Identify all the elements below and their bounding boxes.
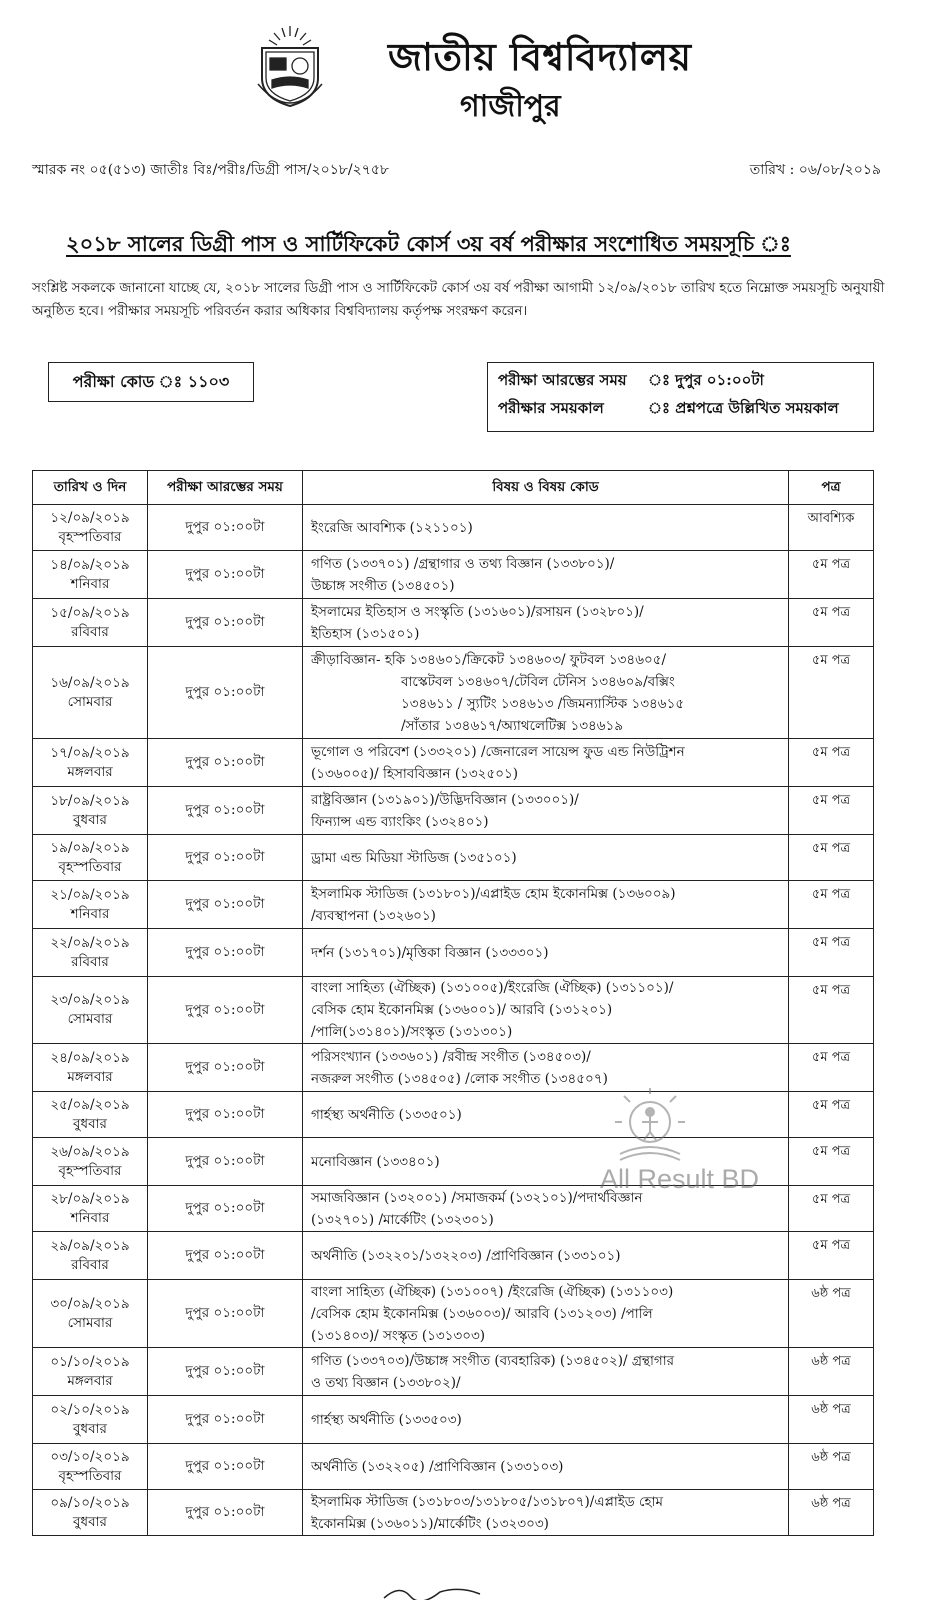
subject-cell (303, 739, 789, 787)
notice-date: তারিখ : ০৬/০৮/২০১৯ (749, 162, 881, 178)
paper-cell: ৫ম পত্র (789, 1232, 874, 1280)
paper-cell: ৫ম পত্র (789, 1138, 874, 1186)
exam-day: শনিবার (70, 905, 110, 922)
start-time-cell: দুপুর ০১:০০টা (148, 881, 303, 929)
date-day-cell (33, 1092, 148, 1138)
exam-day: মঙ্গলবার (67, 763, 113, 780)
subject-cell (303, 835, 789, 881)
university-location: গাজীপুর (460, 89, 561, 124)
subject-line: অর্থনীতি (১৩২২০১/১৩২২০৩) /প্রাণিবিজ্ঞান (১৩৩১০১) (311, 1247, 621, 1264)
subject-line: ইসলামের ইতিহাস ও সংস্কৃতি (১৩১৬০১)/রসায়ন (১৩২৮০১)/ (311, 603, 644, 620)
paper-cell: ৬ষ্ঠ পত্র (789, 1444, 874, 1490)
exam-start-value: ঃ দুপুর ০১:০০টা (648, 371, 764, 389)
subject-cell (303, 1280, 789, 1348)
subject-line: মনোবিজ্ঞান (১৩৩৪০১) (311, 1153, 440, 1170)
paper-cell: ৬ষ্ঠ পত্র (789, 1348, 874, 1396)
exam-date: ৩০/০৯/২০১৯ (50, 1295, 130, 1312)
subject-line: সমাজবিজ্ঞান (১৩২০০১) /সমাজকর্ম (১৩২১০১)/পদার্থবিজ্ঞান (311, 1189, 643, 1206)
start-time-cell: দুপুর ০১:০০টা (148, 1232, 303, 1280)
paper-cell: ৬ষ্ঠ পত্র (789, 1490, 874, 1536)
subject-cell (303, 929, 789, 977)
subject-line: (১৩১৪০৩)/ সংস্কৃত (১৩১৩০৩) (311, 1327, 486, 1344)
subject-cell (303, 1232, 789, 1280)
table-row (33, 551, 874, 599)
col-header-date: তারিখ ও দিন (33, 471, 148, 505)
exam-date: ১৫/০৯/২০১৯ (50, 604, 130, 621)
table-row (33, 787, 874, 835)
subject-cell (303, 1092, 789, 1138)
start-time-cell: দুপুর ০১:০০টা (148, 505, 303, 551)
paper-cell: ৬ষ্ঠ পত্র (789, 1280, 874, 1348)
subject-line: /ব্যবস্থাপনা (১৩২৬০১) (311, 907, 436, 924)
subject-line: ড্রামা এন্ড মিডিয়া স্টাডিজ (১৩৫১০১) (311, 849, 517, 866)
university-logo (252, 22, 328, 110)
paper-cell: ৫ম পত্র (789, 787, 874, 835)
date-day-cell (33, 739, 148, 787)
date-day-cell (33, 599, 148, 647)
start-time-cell: দুপুর ০১:০০টা (148, 977, 303, 1044)
subject-line: বাংলা সাহিত্য (ঐচ্ছিক) (১৩১০০৫)/ইংরেজি (ঐচ্ছিক) (১৩১১০১)/ (311, 980, 674, 996)
table-header-row (33, 471, 874, 505)
notice-intro: সংশ্লিষ্ট সকলকে জানানো যাচ্ছে যে, ২০১৮ সালের ডিগ্রী পাস ও সার্টিফিকেট কোর্স ৩য় বর্ষ পরীক্ষা আগামী ১২/০৯/২০১৮ তারিখ হতে নিম্নোক্ত সময়সূচি অনুযায়ী অনুষ্ঠিত হবে। পরীক্ষার সময়সূচি পরিবর্তন করার অধিকার বিশ্ববিদ্যালয় কর্তৃপক্ষ সংরক্ষণ করেন। (32, 280, 885, 319)
table-row (33, 835, 874, 881)
exam-start-label: পরীক্ষা আরম্ভের সময় (498, 371, 627, 389)
paper-cell: ৫ম পত্র (789, 599, 874, 647)
exam-code: পরীক্ষা কোড ঃ ১১০৩ (72, 371, 230, 391)
paper-cell: ৫ম পত্র (789, 1092, 874, 1138)
notice-heading: ২০১৮ সালের ডিগ্রী পাস ও সার্টিফিকেট কোর্স ৩য় বর্ষ পরীক্ষার সংশোধিত সময়সূচি ঃ (66, 231, 791, 256)
table-row (33, 1348, 874, 1396)
exam-duration-row (498, 397, 839, 422)
subject-line: (১৩৬০০৫)/ হিসাববিজ্ঞান (১৩২৫০১) (311, 765, 519, 782)
exam-day: বুধবার (73, 1115, 107, 1132)
exam-schedule-table (32, 470, 874, 1536)
subject-cell (303, 1044, 789, 1092)
date-day-cell (33, 505, 148, 551)
start-time-cell: দুপুর ০১:০০টা (148, 1348, 303, 1396)
start-time-cell: দুপুর ০১:০০টা (148, 1396, 303, 1444)
subject-cell (303, 881, 789, 929)
paper-cell: ৬ষ্ঠ পত্র (789, 1396, 874, 1444)
exam-day: সোমবার (67, 1314, 113, 1331)
table-row (33, 1232, 874, 1280)
subject-line: গার্হস্থ্য অর্থনীতি (১৩৩৫০১) (311, 1106, 462, 1123)
table-row (33, 1490, 874, 1536)
subject-line: গণিত (১৩৩৭০৩)/উচ্চাঙ্গ সংগীত (ব্যবহারিক) (১৩৪৫০২)/ গ্রন্থাগার (311, 1352, 675, 1369)
subject-line: বেসিক হোম ইকোনমিক্স (১৩৬০০১)/ আরবি (১৩১২০১) (311, 1002, 613, 1018)
exam-day: মঙ্গলবার (67, 1372, 113, 1389)
subject-cell (303, 787, 789, 835)
date-day-cell (33, 881, 148, 929)
start-time-cell: দুপুর ০১:০০টা (148, 787, 303, 835)
subject-line: ইতিহাস (১৩১৫০১) (311, 625, 420, 642)
exam-date: ০৩/১০/২০১৯ (50, 1448, 130, 1465)
subject-line: গার্হস্থ্য অর্থনীতি (১৩৩৫০৩) (311, 1411, 462, 1428)
start-time-cell: দুপুর ০১:০০টা (148, 551, 303, 599)
table-row (33, 647, 874, 739)
subject-cell (303, 977, 789, 1044)
col-header-time: পরীক্ষা আরম্ভের সময় (148, 471, 303, 505)
exam-date: ১৬/০৯/২০১৯ (50, 674, 130, 691)
exam-date: ২২/০৯/২০১৯ (50, 934, 130, 951)
exam-date: ২৫/০৯/২০১৯ (50, 1096, 130, 1113)
watermark-text: All Result BD (600, 1164, 760, 1194)
table-row (33, 739, 874, 787)
start-time-cell: দুপুর ০১:০০টা (148, 599, 303, 647)
date-day-cell (33, 1044, 148, 1092)
subject-line: (১৩২৭০১) /মার্কেটিং (১৩২৩০১) (311, 1211, 494, 1228)
subject-line: ইকোনমিক্স (১৩৬০১১)/মার্কেটিং (১৩২৩০৩) (311, 1515, 549, 1532)
paper-cell: ৫ম পত্র (789, 1186, 874, 1232)
subject-cell (303, 551, 789, 599)
exam-code-box (48, 362, 254, 402)
exam-date: ১২/০৯/২০১৯ (50, 509, 130, 526)
paper-cell: ৫ম পত্র (789, 551, 874, 599)
subject-line: দর্শন (১৩১৭০১)/মৃত্তিকা বিজ্ঞান (১৩৩৩০১) (311, 944, 549, 961)
table-row (33, 1280, 874, 1348)
exam-time-box (487, 362, 874, 432)
table-row (33, 1044, 874, 1092)
subject-line: পরিসংখ্যান (১৩৩৬০১) /রবীন্দ্র সংগীত (১৩৪৫০৩)/ (311, 1048, 591, 1065)
table-row (33, 1092, 874, 1138)
university-name: জাতীয় বিশ্ববিদ্যালয় (388, 34, 692, 79)
subject-line: /বেসিক হোম ইকোনমিক্স (১৩৬০০৩)/ আরবি (১৩১২০৩) /পালি (311, 1305, 653, 1322)
start-time-cell: দুপুর ০১:০০টা (148, 929, 303, 977)
exam-day: শনিবার (70, 575, 110, 592)
exam-date: ২৬/০৯/২০১৯ (50, 1143, 130, 1160)
signature (380, 1582, 500, 1600)
table-body (33, 505, 874, 1536)
exam-day: বৃহস্পতিবার (58, 1162, 122, 1179)
exam-day: বৃহস্পতিবার (58, 1467, 122, 1484)
paper-cell: ৫ম পত্র (789, 647, 874, 739)
date-day-cell (33, 1280, 148, 1348)
start-time-cell: দুপুর ০১:০০টা (148, 1044, 303, 1092)
subject-line: গণিত (১৩৩৭০১) /গ্রন্থাগার ও তথ্য বিজ্ঞান (১৩৩৮০১)/ (311, 555, 615, 572)
subject-cell (303, 1490, 789, 1536)
exam-day: সোমবার (67, 1011, 113, 1027)
paper-cell: ৫ম পত্র (789, 977, 874, 1044)
table-row (33, 1444, 874, 1490)
exam-date: ২৮/০৯/২০১৯ (50, 1190, 130, 1207)
exam-date: ০২/১০/২০১৯ (50, 1401, 130, 1418)
start-time-cell: দুপুর ০১:০০টা (148, 1092, 303, 1138)
start-time-cell: দুপুর ০১:০০টা (148, 1138, 303, 1186)
paper-cell: ৫ম পত্র (789, 739, 874, 787)
memo-number: স্মারক নং ০৫(৫১৩) জাতীঃ বিঃ/পরীঃ/ডিগ্রী পাস/২০১৮/২৭৫৮ (32, 162, 389, 178)
subject-line: /পালি(১৩১৪০১)/সংস্কৃত (১৩১৩০১) (311, 1024, 513, 1040)
subject-cell (303, 599, 789, 647)
exam-date: ১৯/০৯/২০১৯ (50, 839, 130, 856)
subject-line: ফিন্যান্স এন্ড ব্যাংকিং (১৩২৪০১) (311, 813, 489, 830)
paper-cell: আবশ্যিক (789, 505, 874, 551)
exam-date: ০৯/১০/২০১৯ (50, 1494, 130, 1511)
watermark (590, 1088, 760, 1194)
exam-date: ২৪/০৯/২০১৯ (50, 1049, 130, 1066)
subject-cell (303, 1444, 789, 1490)
date-day-cell (33, 787, 148, 835)
subject-cell (303, 1348, 789, 1396)
col-header-paper: পত্র (789, 471, 874, 505)
exam-duration-label: পরীক্ষার সময়কাল (498, 399, 604, 417)
start-time-cell: দুপুর ০১:০০টা (148, 1490, 303, 1536)
subject-line: ক্রীড়াবিজ্ঞান- হকি ১৩৪৬০১/ক্রিকেট ১৩৪৬০৩/ ফুটবল ১৩৪৬০৫/ (311, 651, 667, 668)
subject-line: ইংরেজি আবশ্যিক (১২১১০১) (311, 519, 473, 536)
date-day-cell (33, 1138, 148, 1186)
exam-duration-value: ঃ প্রশ্নপত্রে উল্লিখিত সময়কাল (648, 399, 839, 417)
subject-line: ইসলামিক স্টাডিজ (১৩১৮০৩/১৩১৮০৫/১৩১৮০৭)/এপ্লাইড হোম (311, 1493, 663, 1510)
date-day-cell (33, 977, 148, 1044)
date-day-cell (33, 1490, 148, 1536)
date-day-cell (33, 929, 148, 977)
subject-cell (303, 505, 789, 551)
date-day-cell (33, 647, 148, 739)
subject-line: রাষ্ট্রবিজ্ঞান (১৩১৯০১)/উদ্ভিদবিজ্ঞান (১৩৩০০১)/ (311, 791, 579, 808)
table-row (33, 977, 874, 1044)
exam-date: ২১/০৯/২০১৯ (50, 886, 130, 903)
start-time-cell: দুপুর ০১:০০টা (148, 1444, 303, 1490)
date-day-cell (33, 1396, 148, 1444)
table-row (33, 1396, 874, 1444)
subject-line: /সাঁতার ১৩৪৬১৭/অ্যাথলেটিক্স ১৩৪৬১৯ (401, 717, 624, 734)
start-time-cell: দুপুর ০১:০০টা (148, 1280, 303, 1348)
date-day-cell (33, 1186, 148, 1232)
exam-day: শনিবার (70, 1209, 110, 1226)
watermark-icon (590, 1088, 700, 1168)
start-time-cell: দুপুর ০১:০০টা (148, 739, 303, 787)
start-time-cell: দুপুর ০১:০০টা (148, 1186, 303, 1232)
exam-date: ০১/১০/২০১৯ (50, 1353, 130, 1370)
exam-date: ১৮/০৯/২০১৯ (50, 792, 130, 809)
paper-cell: ৫ম পত্র (789, 929, 874, 977)
paper-cell: ৫ম পত্র (789, 881, 874, 929)
date-day-cell (33, 1348, 148, 1396)
exam-start-row (498, 369, 764, 394)
subject-line: ও তথ্য বিজ্ঞান (১৩৩৮০২)/ (311, 1374, 461, 1391)
table-row (33, 881, 874, 929)
subject-line: ইসলামিক স্টাডিজ (১৩১৮০১)/এপ্লাইড হোম ইকোনমিক্স (১৩৬০০৯) (311, 885, 676, 902)
exam-day: রবিবার (71, 953, 109, 970)
col-header-subject: বিষয় ও বিষয় কোড (303, 471, 789, 505)
exam-day: বৃহস্পতিবার (58, 528, 122, 545)
subject-line: বাংলা সাহিত্য (ঐচ্ছিক) (১৩১০০৭) /ইংরেজি (ঐচ্ছিক) (১৩১১০৩) (311, 1283, 674, 1300)
paper-cell: ৫ম পত্র (789, 835, 874, 881)
exam-date: ১৭/০৯/২০১৯ (50, 744, 130, 761)
exam-day: বুধবার (73, 1420, 107, 1437)
exam-day: বুধবার (73, 1513, 107, 1530)
date-day-cell (33, 1232, 148, 1280)
date-day-cell (33, 551, 148, 599)
exam-day: বুধবার (73, 811, 107, 828)
start-time-cell: দুপুর ০১:০০টা (148, 647, 303, 739)
table-row (33, 505, 874, 551)
subject-line: ১৩৪৬১১ / স্যুটিং ১৩৪৬১৩ /জিমন্যাস্টিক ১৩৪৬১৫ (401, 695, 685, 712)
exam-date: ২৩/০৯/২০১৯ (50, 992, 130, 1008)
subject-line: উচ্চাঙ্গ সংগীত (১৩৪৫০১) (311, 577, 455, 594)
start-time-cell: দুপুর ০১:০০টা (148, 835, 303, 881)
subject-line: অর্থনীতি (১৩২২০৫) /প্রাণিবিজ্ঞান (১৩৩১০৩) (311, 1458, 564, 1475)
date-day-cell (33, 1444, 148, 1490)
table-row (33, 599, 874, 647)
exam-day: সোমবার (67, 693, 113, 710)
date-day-cell (33, 835, 148, 881)
exam-date: ১৪/০৯/২০১৯ (50, 556, 130, 573)
paper-cell: ৫ম পত্র (789, 1044, 874, 1092)
exam-date: ২৯/০৯/২০১৯ (50, 1237, 130, 1254)
table-row (33, 929, 874, 977)
subject-cell (303, 647, 789, 739)
subject-line: বাস্কেটবল ১৩৪৬০৭/টেবিল টেনিস ১৩৪৬০৯/বক্সিং (401, 673, 675, 690)
subject-line: নজরুল সংগীত (১৩৪৫০৫) /লোক সংগীত (১৩৪৫০৭) (311, 1070, 608, 1087)
exam-day: রবিবার (71, 1256, 109, 1273)
exam-day: মঙ্গলবার (67, 1068, 113, 1085)
subject-cell (303, 1396, 789, 1444)
exam-day: রবিবার (71, 623, 109, 640)
subject-line: ভূগোল ও পরিবেশ (১৩৩২০১) /জেনারেল সায়েন্স ফুড এন্ড নিউট্রিশন (311, 743, 685, 760)
exam-day: বৃহস্পতিবার (58, 858, 122, 875)
